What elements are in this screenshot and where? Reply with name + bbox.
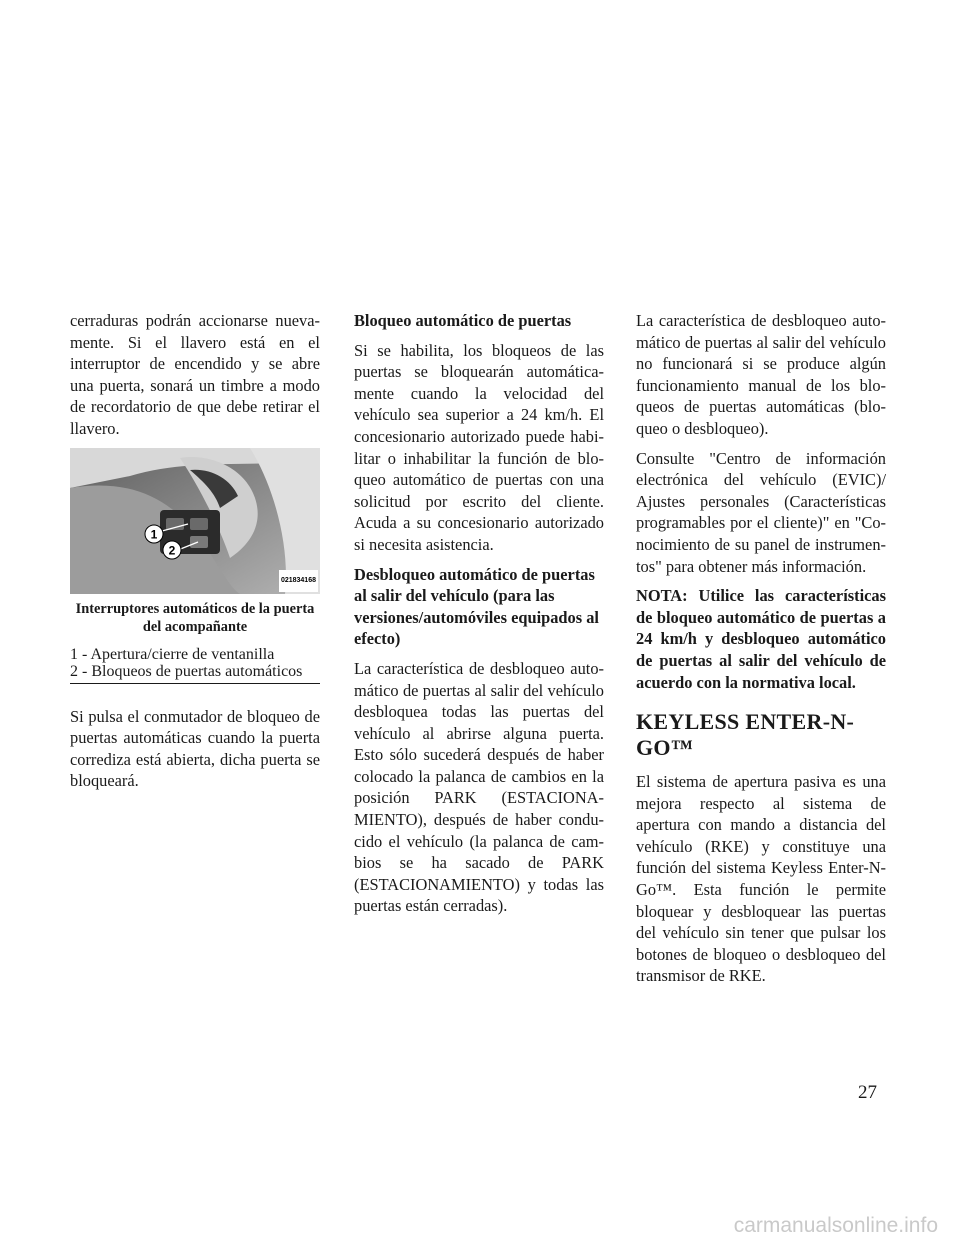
legend-item-2: 2 - Bloqueos de puertas automáticos	[70, 662, 303, 680]
figure-caption: Interruptores automáticos de la puerta del acompañante	[75, 600, 315, 635]
figure-code: 021834168	[279, 570, 318, 592]
door-switch-photo	[70, 448, 320, 594]
paragraph: El sistema de apertura pasiva es una mejora respecto al sistema de apertura con mando a distancia del vehículo (RKE) y constituye una función del sistema Keyless Enter-N-Go™. Esta función le permite bloquear y desbloquear las puertas del vehículo sin tener que pulsar los botones de bloqueo o desbloqueo del transmisor de RKE.	[636, 772, 886, 986]
watermark: carmanualsonline.info	[733, 1214, 938, 1237]
section-title: KEYLESS ENTER-N-GO™	[636, 709, 855, 761]
column-middle	[354, 310, 604, 925]
callout-2: 2	[168, 543, 176, 558]
column-right	[636, 310, 886, 995]
page-number: 27	[858, 1082, 877, 1103]
callout-1: 1	[150, 527, 158, 542]
paragraph: Si se habilita, los bloqueos de las puertas se bloquearán automáticamente cuando la velocidad del vehículo sea superior a 24 km/h. El concesionario autorizado puede habilitar o inhabilitar la función de bloqueo automático de puertas con una solicitud por escrito del cliente. Acuda a su concesionario autorizado si necesita asistencia.	[354, 340, 604, 554]
subheading: Bloqueo automático de puertas	[354, 311, 572, 330]
paragraph: La característica de desbloqueo automático de puertas al salir del vehículo no funcionará si se produce algún funcionamiento manual de los bloqueos de puertas automáticas (bloqueo o desbloqueo).	[636, 311, 886, 438]
paragraph: Si pulsa el conmutador de bloqueo de puertas automáticas cuando la puerta corrediza está abierta, dicha puerta se bloqueará.	[70, 706, 320, 791]
column-left	[70, 310, 320, 800]
legend-item-1: 1 - Apertura/cierre de ventanilla	[70, 645, 275, 663]
subheading: Desbloqueo automático de puertas al salir del vehículo (para las versiones/automóviles equipados al efecto)	[354, 564, 599, 649]
paragraph: Consulte "Centro de información electrónica del vehículo (EVIC)/ Ajustes personales (Características programables por el cliente)" en "Conocimiento de su panel de instrumentos" para obtener más información.	[636, 448, 886, 576]
paragraph: cerraduras podrán accionarse nuevamente. Si el llavero está en el interruptor de encendido y se abre una puerta, sonará un timbre a modo de recordatorio de que debe retirar el llavero.	[70, 311, 320, 438]
figure-legend	[70, 646, 320, 684]
note: NOTA: Utilice las características de bloqueo automático de puertas a 24 km/h y desbloqueo automático de puertas al salir del vehículo de acuerdo con la normativa local.	[636, 586, 886, 692]
paragraph: La característica de desbloqueo automático de puertas al salir del vehículo desbloquea todas las puertas del vehículo al abrirse alguna puerta. Esto sólo sucederá después de haber colocado la palanca de cambios en la posición PARK (ESTACIONAMIENTO), después de haber conducido el vehículo (la palanca de cambios se ha sacado de PARK (ESTACIONAMIENTO) y todas las puertas están cerradas).	[354, 658, 604, 916]
